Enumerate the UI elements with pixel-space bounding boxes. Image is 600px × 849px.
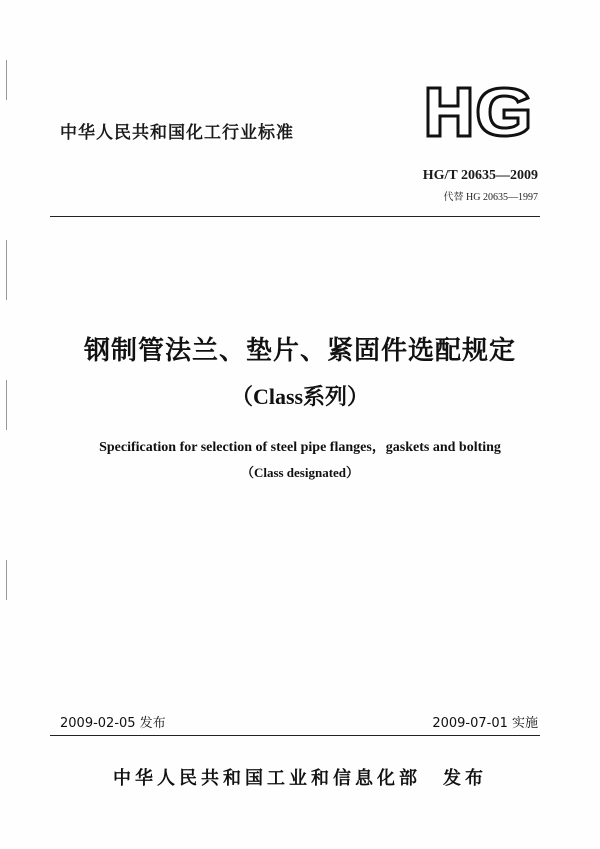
publisher: 中华人民共和国工业和信息化部 发布 [113, 768, 487, 789]
implementation-date: 2009-07-01 实施 [432, 716, 538, 731]
document-title-english: Specification for selection of steel pipe flanges，gaskets and bolting [99, 440, 501, 455]
document-subtitle-english: （Class designated） [240, 465, 360, 480]
footer-divider [50, 735, 540, 736]
header-divider [50, 216, 540, 217]
issue-date: 2009-02-05 发布 [60, 716, 166, 731]
binding-mark [6, 560, 7, 600]
replaces-standard: 代替 HG 20635—1997 [443, 192, 538, 203]
binding-mark [6, 240, 7, 300]
binding-mark [6, 60, 7, 100]
hg-logo [424, 84, 534, 140]
document-subtitle-chinese: （Class系列） [230, 384, 370, 409]
standard-number: HG/T 20635—2009 [422, 168, 538, 183]
document-title-chinese: 钢制管法兰、垫片、紧固件选配规定 [83, 336, 516, 366]
standard-category-label: 中华人民共和国化工行业标准 [60, 123, 294, 143]
